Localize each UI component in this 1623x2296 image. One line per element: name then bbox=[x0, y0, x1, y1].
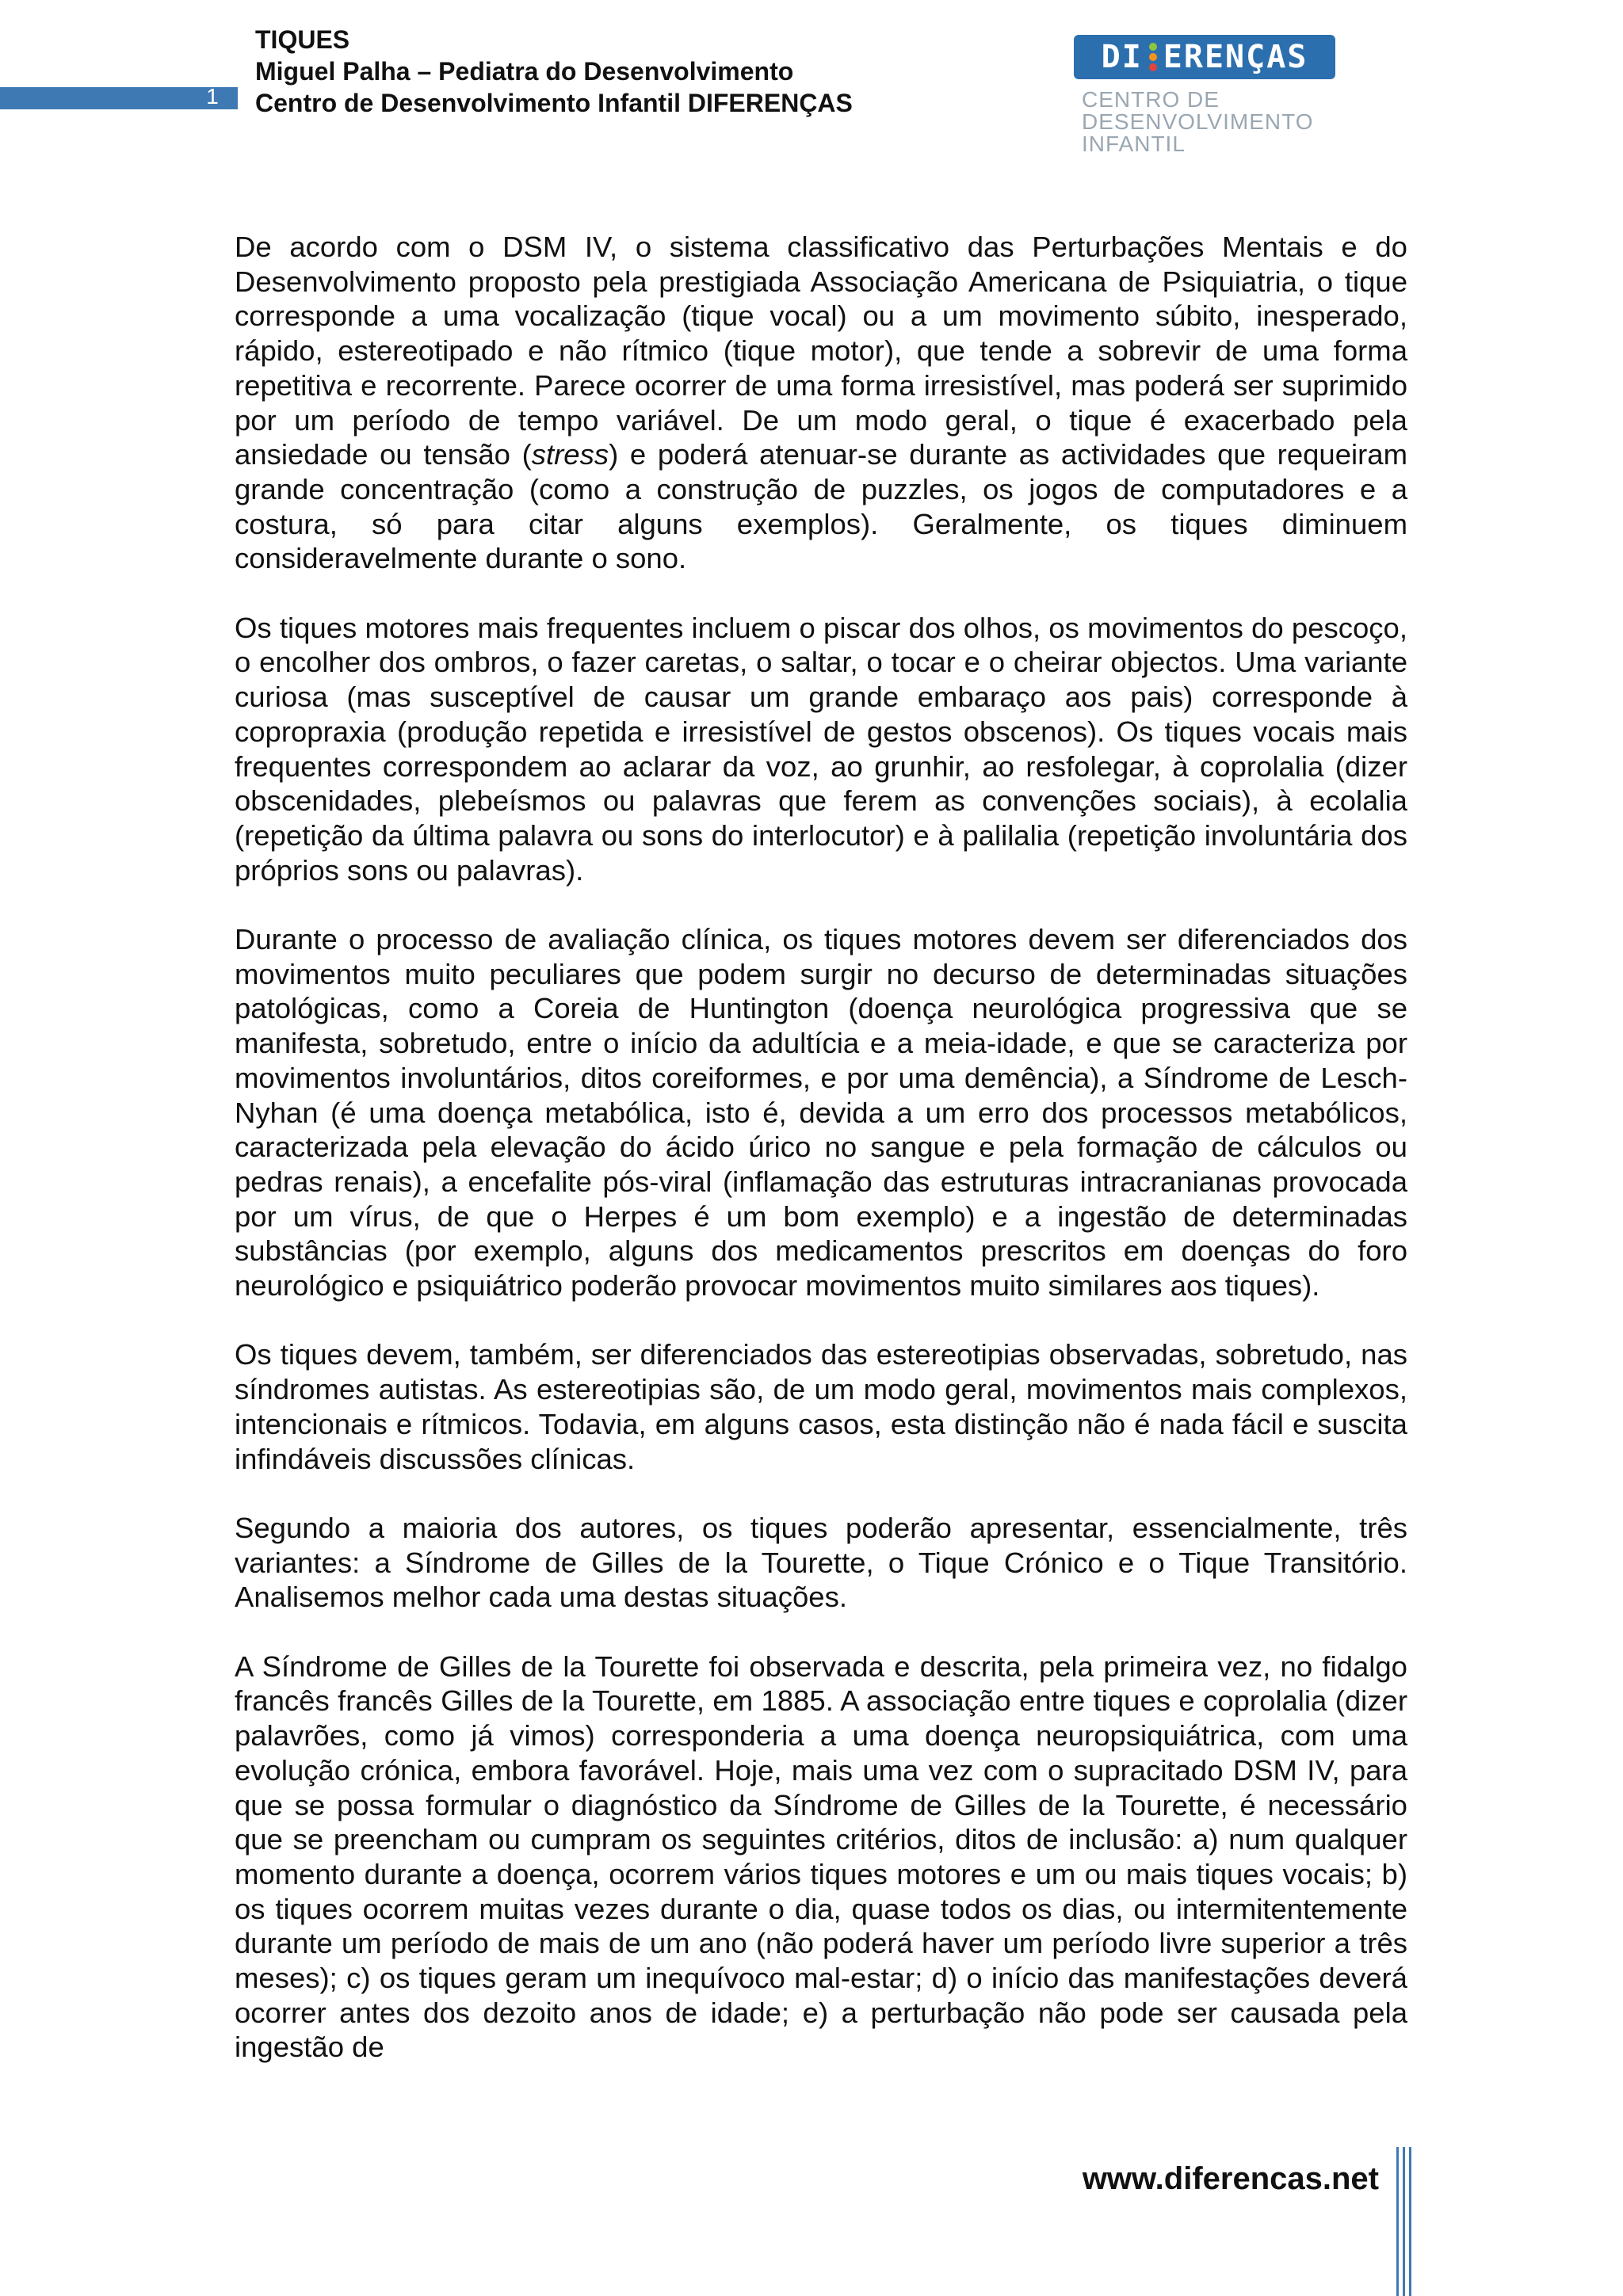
page-number: 1 bbox=[206, 84, 219, 109]
footer-website-link[interactable]: www.diferencas.net bbox=[1082, 2161, 1379, 2196]
p1-text-before: De acordo com o DSM IV, o sistema classificativo das Perturbações Mentais e do Desenvolvimento proposto pela prestigiada Associação Americana de Psiquiatria, o tique corresponde a uma vocalização (tique vocal) ou a um movimento súbito, inesperado, rápido, estereotipado e não rítmico (tique motor), que tende a sobrevir de uma forma repetitiva e recorrente. Parece ocorrer de uma forma irresistível, mas poderá ser suprimido por um período de tempo variável. De um modo geral, o tique é exacerbado pela ansiedade ou tensão ( bbox=[235, 231, 1407, 471]
paragraph-3: Durante o processo de avaliação clínica, os tiques motores devem ser diferenciados dos movimentos muito peculiares que podem surgir no decurso de determinadas situações patológicas, como a Coreia de Huntington (doença neurológica progressiva que se manifesta, sobretudo, entre o início da adultícia e a meia-idade, e que se caracteriza por movimentos involuntários, ditos coreiformes, e por uma demência), a Síndrome de Lesch-Nyhan (é uma doença metabólica, isto é, devida a um erro dos processos metabólicos, caracterizada pela elevação do ácido úrico no sangue e pela formação de cálculos ou pedras renais), a encefalite pós-viral (inflamação das estruturas intracranianas provocada por um vírus, de que o Herpes é um bom exemplo) e a ingestão de determinadas substâncias (por exemplo, alguns dos medicamentos prescritos em doenças do foro neurológico e psiquiátrico poderão provocar movimentos muito similares aos tiques). bbox=[235, 923, 1407, 1302]
footer-decorative-lines bbox=[1396, 2147, 1414, 2296]
paragraph-4: Os tiques devem, também, ser diferenciados das estereotipias observadas, sobretudo, nas síndromes autistas. As estereotipias são, de um modo geral, movimentos mais complexos, intencionais e rítmicos. Todavia, em alguns casos, esta distinção não é nada fácil e suscita infindáveis discussões clínicas. bbox=[235, 1338, 1407, 1475]
logo-line-1: CENTRO DE bbox=[1082, 87, 1220, 112]
diferencas-logo bbox=[1074, 35, 1335, 162]
document-header bbox=[255, 24, 853, 119]
logo-line-2: DESENVOLVIMENTO bbox=[1082, 109, 1314, 134]
paragraph-6: A Síndrome de Gilles de la Tourette foi observada e descrita, pela primeira vez, no fidalgo francês francês Gilles de la Tourette, em 1885. A associação entre tiques e coprolalia (dizer palavrões, como já vimos) corresponderia a uma doença neuropsiquiátrica, com uma evolução crónica, embora favorável. Hoje, mais uma vez com o supracitado DSM IV, para que se possa formular o diagnóstico da Síndrome de Gilles de la Tourette, é necessário que se preencham ou cumpram os seguintes critérios, ditos de inclusão: a) num qualquer momento durante a doença, ocorrem vários tiques motores e um ou mais tiques vocais; b) os tiques ocorrem muitas vezes durante o dia, quase todos os dias, ou intermitentemente durante um período de mais de um ano (não poderá haver um período livre superior a três meses); c) os tiques geram um inequívoco mal-estar; d) o início das manifestações deverá ocorrer antes dos dezoito anos de idade; e) a perturbação não pode ser causada pela ingestão de bbox=[235, 1650, 1407, 2064]
footer-line bbox=[1396, 2147, 1399, 2296]
center-line: Centro de Desenvolvimento Infantil DIFERENÇAS bbox=[255, 89, 853, 117]
logo-word-right: ERENÇAS bbox=[1163, 39, 1308, 75]
document-title: TIQUES bbox=[255, 25, 350, 54]
paragraph-1 bbox=[235, 230, 1407, 576]
p1-text-after: ) e poderá atenuar-se durante as actividades que requeiram grande concentração (como a construção de puzzles, os jogos de computadores e a costura, só para citar alguns exemplos). Geralmente, os tiques diminuem consideravelmente durante o sono. bbox=[235, 438, 1407, 575]
document-body bbox=[235, 230, 1407, 2065]
footer-line bbox=[1403, 2147, 1405, 2296]
p1-italic-stress: stress bbox=[531, 438, 609, 471]
logo-subtitle bbox=[1082, 89, 1335, 155]
logo-dots-icon bbox=[1149, 41, 1157, 73]
paragraph-2: Os tiques motores mais frequentes incluem o piscar dos olhos, os movimentos do pescoço, o encolher dos ombros, o fazer caretas, o saltar, o tocar e o cheirar objectos. Uma variante curiosa (mas susceptível de causar um grande embaraço aos pais) corresponde à copropraxia (produção repetida e irresistível de gestos obscenos). Os tiques vocais mais frequentes correspondem ao aclarar da voz, ao grunhir, ao resfolegar, à coprolalia (dizer obscenidades, plebeísmos ou palavras que ferem as convenções sociais), à ecolalia (repetição da última palavra ou sons do interlocutor) e à palilalia (repetição involuntária dos próprios sons ou palavras). bbox=[235, 611, 1407, 887]
footer-line bbox=[1409, 2147, 1411, 2296]
logo-wordmark bbox=[1074, 35, 1335, 79]
author-line: Miguel Palha – Pediatra do Desenvolvimento bbox=[255, 57, 794, 86]
paragraph-5: Segundo a maioria dos autores, os tiques poderão apresentar, essencialmente, três variantes: a Síndrome de Gilles de la Tourette, o Tique Crónico e o Tique Transitório. Analisemos melhor cada uma destas situações. bbox=[235, 1511, 1407, 1614]
logo-word-left: DI bbox=[1101, 39, 1143, 75]
logo-line-3: INFANTIL bbox=[1082, 132, 1186, 156]
